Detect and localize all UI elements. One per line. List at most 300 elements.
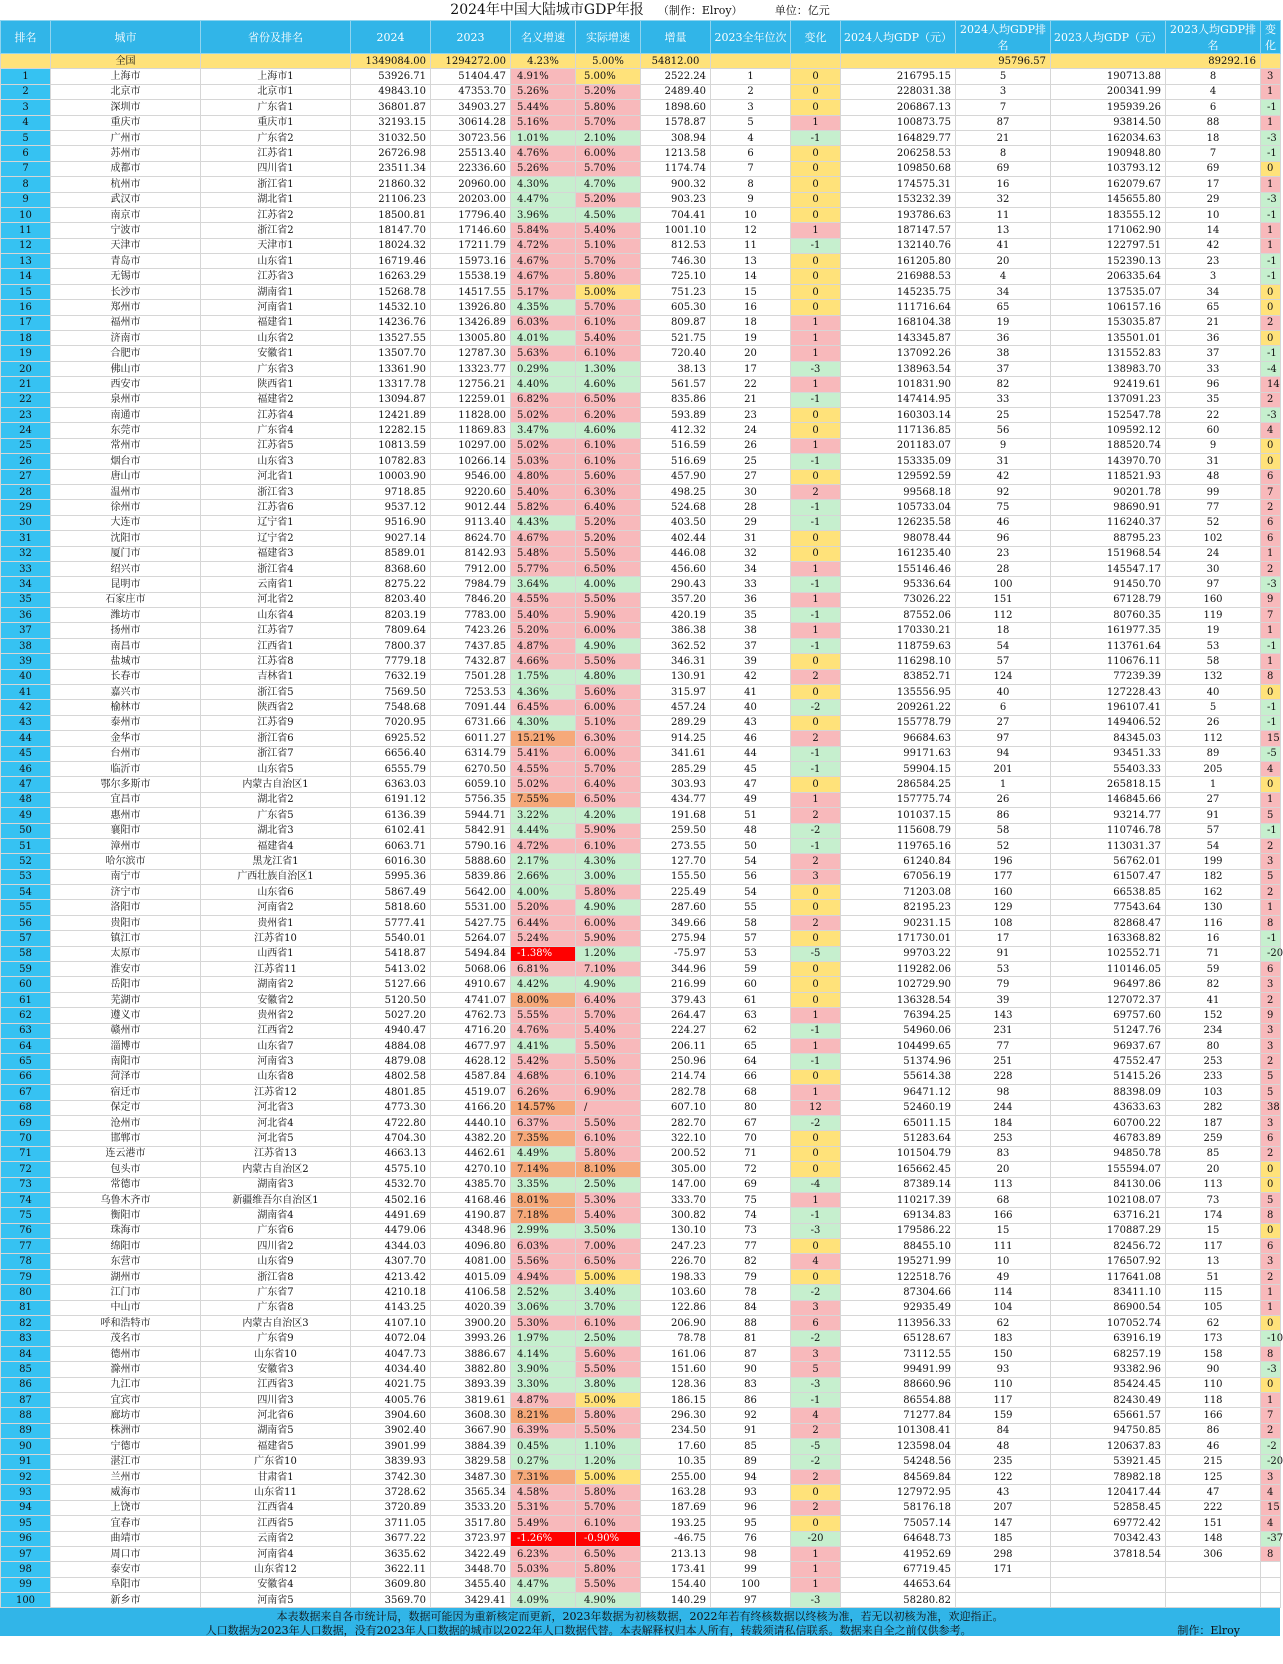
cell-gdp-2023: 7984.79 — [431, 577, 511, 592]
cell-increase: 720.40 — [641, 346, 711, 361]
cell-province-rank: 江苏省13 — [201, 1146, 351, 1161]
cell-gdp-2023: 7501.28 — [431, 669, 511, 684]
cell-per-capita-2023: 118521.93 — [1051, 469, 1166, 484]
cell-rank-change: -5 — [791, 946, 841, 961]
cell-city: 宁波市 — [51, 223, 201, 238]
cell-real-growth: 6.40% — [576, 500, 641, 515]
cell-per-capita-2024: 193786.63 — [841, 207, 956, 222]
cell-per-capita-rank-change: -10 — [1261, 1331, 1281, 1346]
cell-real-growth: 5.20% — [576, 531, 641, 546]
cell-increase: 315.97 — [641, 685, 711, 700]
cell-nominal-growth: 5.02% — [511, 407, 576, 422]
cell-increase: 704.41 — [641, 207, 711, 222]
cell-nominal-growth: 3.30% — [511, 1377, 576, 1392]
cell-per-capita-rank-change: 7 — [1261, 1408, 1281, 1423]
cell-rank-change: 0 — [791, 146, 841, 161]
cell-per-capita-rank-change: 1 — [1261, 1285, 1281, 1300]
cell-per-capita-rank-2024: 122 — [956, 1469, 1051, 1484]
cell-per-capita-rank-change: 0 — [1261, 1377, 1281, 1392]
cell-gdp-2023: 14517.55 — [431, 284, 511, 299]
cell-per-capita-2024: 170330.21 — [841, 623, 956, 638]
cell-increase: 809.87 — [641, 315, 711, 330]
cell-per-capita-2023: 110676.11 — [1051, 654, 1166, 669]
cell-rank: 1 — [1, 69, 51, 84]
col-header[interactable]: 2023 — [431, 21, 511, 54]
cell-increase: 521.75 — [641, 331, 711, 346]
cell-rank: 99 — [1, 1577, 51, 1592]
cell-rank-2023: 42 — [711, 669, 791, 684]
cell-per-capita-rank-2023: 65 — [1166, 300, 1261, 315]
cell-per-capita-2023: 161977.35 — [1051, 623, 1166, 638]
cell-gdp-2023: 47353.70 — [431, 84, 511, 99]
cell-per-capita-2023: 131552.83 — [1051, 346, 1166, 361]
cell-per-capita-rank-2024: 185 — [956, 1531, 1051, 1546]
cell-real-growth: 6.10% — [576, 438, 641, 453]
table-row — [1, 438, 1281, 453]
cell-city: 台州市 — [51, 746, 201, 761]
cell-per-capita-2024: 153232.39 — [841, 192, 956, 207]
cell-per-capita-rank-2023: 46 — [1166, 1439, 1261, 1454]
cell-per-capita-rank-2024: 16 — [956, 177, 1051, 192]
cell-per-capita-rank-change: -1 — [1261, 931, 1281, 946]
cell-rank: 32 — [1, 546, 51, 561]
cell-real-growth: 5.10% — [576, 238, 641, 253]
cell-gdp-2024: 5540.01 — [351, 931, 431, 946]
cell-province-rank: 浙江省8 — [201, 1269, 351, 1284]
cell-rank-2023: 15 — [711, 284, 791, 299]
cell-per-capita-2023: 190713.88 — [1051, 69, 1166, 84]
cell-real-growth: 5.60% — [576, 1346, 641, 1361]
cell-nominal-growth: 6.45% — [511, 700, 576, 715]
cell-gdp-2024: 4704.30 — [351, 1131, 431, 1146]
cell-province-rank: 广东省10 — [201, 1454, 351, 1469]
cell-rank-change: 0 — [791, 254, 841, 269]
cell-city: 石家庄市 — [51, 592, 201, 607]
col-header[interactable]: 增量 — [641, 21, 711, 54]
cell-rank-change: 0 — [791, 885, 841, 900]
cell-per-capita-rank-change: 8 — [1261, 1346, 1281, 1361]
cell-per-capita-rank-change: -4 — [1261, 361, 1281, 376]
cell-rank-2023: 83 — [711, 1377, 791, 1392]
cell-gdp-2023: 8142.93 — [431, 546, 511, 561]
cell-rank: 12 — [1, 238, 51, 253]
cell-rank: 76 — [1, 1223, 51, 1238]
cell-nominal-growth: 5.48% — [511, 546, 576, 561]
cell-rank-2023: 82 — [711, 1254, 791, 1269]
cell-real-growth: 5.80% — [576, 269, 641, 284]
cell-per-capita-2024: 147414.95 — [841, 392, 956, 407]
cell-rank: 77 — [1, 1239, 51, 1254]
cell-increase: 206.90 — [641, 1316, 711, 1331]
cell-gdp-2023: 4020.39 — [431, 1300, 511, 1315]
cell-province-rank: 浙江省3 — [201, 484, 351, 499]
cell-per-capita-rank-2024: 20 — [956, 254, 1051, 269]
cell-per-capita-rank-2024: 231 — [956, 1023, 1051, 1038]
cell-per-capita-2024: 165662.45 — [841, 1162, 956, 1177]
cell-city: 宜宾市 — [51, 1392, 201, 1407]
cell-nominal-growth: 5.20% — [511, 623, 576, 638]
cell-province-rank: 山东省1 — [201, 254, 351, 269]
cell-rank-change: 2 — [791, 915, 841, 930]
cell-increase: 1578.87 — [641, 115, 711, 130]
cell-rank-2023: 38 — [711, 623, 791, 638]
cell-per-capita-2024: 83852.71 — [841, 669, 956, 684]
cell-rank-change: -2 — [791, 1454, 841, 1469]
cell-per-capita-2024: 153335.09 — [841, 454, 956, 469]
cell-rank-change: 0 — [791, 1131, 841, 1146]
cell-rank: 10 — [1, 207, 51, 222]
cell-rank-2023: 43 — [711, 715, 791, 730]
cell-nominal-growth: 3.06% — [511, 1300, 576, 1315]
cell-per-capita-rank-2024: 129 — [956, 900, 1051, 915]
cell-gdp-2024: 8589.01 — [351, 546, 431, 561]
cell-rank: 79 — [1, 1269, 51, 1284]
cell-nominal-growth: 4.80% — [511, 469, 576, 484]
cell-rank-2023: 91 — [711, 1423, 791, 1438]
table-row — [1, 392, 1281, 407]
cell-per-capita-rank-2023: 73 — [1166, 1192, 1261, 1207]
cell-gdp-2024: 5127.66 — [351, 977, 431, 992]
cell-per-capita-rank-2023: 6 — [1166, 100, 1261, 115]
cell-city: 南通市 — [51, 407, 201, 422]
total-pc2024: 95796.57 — [841, 54, 1051, 69]
cell-rank-2023: 4 — [711, 130, 791, 145]
cell-rank-2023: 33 — [711, 577, 791, 592]
cell-gdp-2023: 4385.70 — [431, 1177, 511, 1192]
cell-rank-2023: 14 — [711, 269, 791, 284]
col-header[interactable]: 名义增速 — [511, 21, 576, 54]
cell-per-capita-2024: 84569.84 — [841, 1469, 956, 1484]
cell-gdp-2023: 22336.60 — [431, 161, 511, 176]
col-header[interactable]: 城市 — [51, 21, 201, 54]
cell-nominal-growth: 1.97% — [511, 1331, 576, 1346]
cell-rank-2023: 39 — [711, 654, 791, 669]
cell-nominal-growth: 6.26% — [511, 1085, 576, 1100]
cell-per-capita-2024: 65011.15 — [841, 1115, 956, 1130]
cell-per-capita-rank-2024: 117 — [956, 1392, 1051, 1407]
cell-rank: 90 — [1, 1439, 51, 1454]
cell-city: 菏泽市 — [51, 1069, 201, 1084]
cell-city: 保定市 — [51, 1100, 201, 1115]
cell-increase: 593.89 — [641, 407, 711, 422]
cell-rank: 3 — [1, 100, 51, 115]
cell-per-capita-rank-2024: 53 — [956, 962, 1051, 977]
col-header[interactable]: 实际增速 — [576, 21, 641, 54]
cell-per-capita-rank-2023: 4 — [1166, 84, 1261, 99]
cell-rank-change: 0 — [791, 1069, 841, 1084]
cell-real-growth: 1.10% — [576, 1439, 641, 1454]
cell-increase: 287.60 — [641, 900, 711, 915]
table-row — [1, 838, 1281, 853]
cell-per-capita-rank-change: 1 — [1261, 84, 1281, 99]
cell-real-growth: 6.10% — [576, 454, 641, 469]
col-header[interactable]: 变化 — [1261, 21, 1281, 54]
cell-city: 兰州市 — [51, 1469, 201, 1484]
cell-province-rank: 辽宁省1 — [201, 515, 351, 530]
cell-province-rank: 安徽省3 — [201, 1362, 351, 1377]
cell-gdp-2023: 3429.41 — [431, 1593, 511, 1608]
col-header[interactable]: 2023全年位次 — [711, 21, 791, 54]
cell-gdp-2024: 9027.14 — [351, 531, 431, 546]
cell-gdp-2024: 13507.70 — [351, 346, 431, 361]
cell-rank-change: 2 — [791, 1469, 841, 1484]
cell-city: 九江市 — [51, 1377, 201, 1392]
cell-per-capita-2023: 107052.74 — [1051, 1316, 1166, 1331]
cell-increase: 161.06 — [641, 1346, 711, 1361]
cell-real-growth: 5.80% — [576, 1146, 641, 1161]
cell-rank-change: 1 — [791, 792, 841, 807]
col-header[interactable]: 排名 — [1, 21, 51, 54]
cell-rank-2023: 100 — [711, 1577, 791, 1592]
cell-per-capita-rank-2023: 187 — [1166, 1115, 1261, 1130]
cell-per-capita-rank-2023: 88 — [1166, 115, 1261, 130]
cell-nominal-growth: 7.18% — [511, 1208, 576, 1223]
table-row — [1, 331, 1281, 346]
cell-gdp-2023: 4096.80 — [431, 1239, 511, 1254]
cell-rank-2023: 94 — [711, 1469, 791, 1484]
cell-per-capita-2023: 53921.45 — [1051, 1454, 1166, 1469]
col-header[interactable]: 2024人均GDP（元） — [841, 21, 956, 54]
cell-gdp-2024: 18500.81 — [351, 207, 431, 222]
cell-per-capita-2023: 90201.78 — [1051, 484, 1166, 499]
table-row — [1, 1131, 1281, 1146]
cell-city: 湛江市 — [51, 1454, 201, 1469]
cell-rank-2023: 27 — [711, 469, 791, 484]
cell-per-capita-2024: 216988.53 — [841, 269, 956, 284]
cell-province-rank: 内蒙古自治区3 — [201, 1316, 351, 1331]
cell-rank-2023: 78 — [711, 1285, 791, 1300]
cell-per-capita-rank-2023: 110 — [1166, 1377, 1261, 1392]
table-row — [1, 1177, 1281, 1192]
cell-nominal-growth: 4.76% — [511, 146, 576, 161]
cell-per-capita-2024: 96684.63 — [841, 731, 956, 746]
cell-real-growth: 5.90% — [576, 608, 641, 623]
cell-province-rank: 山东省8 — [201, 1069, 351, 1084]
cell-province-rank: 安徽省1 — [201, 346, 351, 361]
cell-increase: 214.74 — [641, 1069, 711, 1084]
cell-city: 江门市 — [51, 1285, 201, 1300]
cell-province-rank: 浙江省4 — [201, 561, 351, 576]
cell-per-capita-rank-change: 1 — [1261, 223, 1281, 238]
cell-rank-change: -1 — [791, 1054, 841, 1069]
table-row — [1, 500, 1281, 515]
cell-province-rank: 福建省4 — [201, 838, 351, 853]
cell-per-capita-2023: 69757.60 — [1051, 1008, 1166, 1023]
cell-per-capita-rank-2023: 182 — [1166, 869, 1261, 884]
cell-per-capita-rank-2023: 42 — [1166, 238, 1261, 253]
cell-per-capita-2024: 132140.76 — [841, 238, 956, 253]
cell-province-rank: 河北省5 — [201, 1131, 351, 1146]
cell-per-capita-rank-2023: 58 — [1166, 654, 1261, 669]
col-header[interactable]: 2024 — [351, 21, 431, 54]
cell-gdp-2024: 7800.37 — [351, 638, 431, 653]
cell-rank: 70 — [1, 1131, 51, 1146]
cell-rank: 93 — [1, 1485, 51, 1500]
cell-rank-change: 1 — [791, 1008, 841, 1023]
cell-rank-2023: 22 — [711, 377, 791, 392]
cell-increase: 225.49 — [641, 885, 711, 900]
cell-rank-2023: 58 — [711, 915, 791, 930]
cell-increase: 386.38 — [641, 623, 711, 638]
cell-real-growth: 3.80% — [576, 1377, 641, 1392]
cell-nominal-growth: 4.58% — [511, 1485, 576, 1500]
cell-city: 温州市 — [51, 484, 201, 499]
cell-province-rank: 甘肃省1 — [201, 1469, 351, 1484]
cell-real-growth: 6.50% — [576, 392, 641, 407]
cell-province-rank: 山东省5 — [201, 761, 351, 776]
cell-province-rank: 江西省2 — [201, 1023, 351, 1038]
cell-per-capita-rank-change: -3 — [1261, 577, 1281, 592]
cell-per-capita-rank-2024: 52 — [956, 838, 1051, 853]
cell-per-capita-rank-2023: 151 — [1166, 1516, 1261, 1531]
cell-province-rank: 云南省2 — [201, 1531, 351, 1546]
cell-gdp-2024: 4940.47 — [351, 1023, 431, 1038]
cell-per-capita-2024: 55614.38 — [841, 1069, 956, 1084]
cell-per-capita-rank-2024: 17 — [956, 931, 1051, 946]
cell-rank-2023: 37 — [711, 638, 791, 653]
cell-rank: 49 — [1, 808, 51, 823]
cell-per-capita-2024: 119282.06 — [841, 962, 956, 977]
cell-per-capita-2024: 99568.18 — [841, 484, 956, 499]
cell-per-capita-rank-change: 5 — [1261, 1192, 1281, 1207]
cell-rank-change: 1 — [791, 438, 841, 453]
cell-rank: 96 — [1, 1531, 51, 1546]
cell-increase: 446.08 — [641, 546, 711, 561]
cell-gdp-2023: 7423.26 — [431, 623, 511, 638]
cell-per-capita-rank-2023 — [1166, 1593, 1261, 1608]
cell-per-capita-2023: 93214.77 — [1051, 808, 1166, 823]
col-header[interactable]: 2023人均GDP排名 — [1166, 21, 1261, 54]
cell-gdp-2023: 6314.79 — [431, 746, 511, 761]
table-row — [1, 1008, 1281, 1023]
cell-rank: 91 — [1, 1454, 51, 1469]
cell-gdp-2023: 8624.70 — [431, 531, 511, 546]
cell-rank-change: 3 — [791, 1346, 841, 1361]
cell-rank: 54 — [1, 885, 51, 900]
cell-city: 上饶市 — [51, 1500, 201, 1515]
cell-per-capita-rank-2023: 253 — [1166, 1054, 1261, 1069]
cell-gdp-2023: 17211.79 — [431, 238, 511, 253]
cell-gdp-2024: 3720.89 — [351, 1500, 431, 1515]
cell-per-capita-rank-2024: 159 — [956, 1408, 1051, 1423]
total-gdp2023: 1294272.00 — [431, 54, 511, 69]
cell-per-capita-rank-2024: 10 — [956, 1254, 1051, 1269]
cell-increase: 285.29 — [641, 761, 711, 776]
cell-nominal-growth: 4.94% — [511, 1269, 576, 1284]
cell-per-capita-rank-2023: 99 — [1166, 484, 1261, 499]
cell-per-capita-rank-2023 — [1166, 1562, 1261, 1577]
cell-real-growth: 6.40% — [576, 777, 641, 792]
header-row — [1, 21, 1281, 54]
col-header[interactable]: 2023人均GDP（元） — [1051, 21, 1166, 54]
cell-per-capita-2024: 101504.79 — [841, 1146, 956, 1161]
table-row — [1, 546, 1281, 561]
cell-gdp-2023: 13005.80 — [431, 331, 511, 346]
cell-increase: 725.10 — [641, 269, 711, 284]
cell-increase: 122.86 — [641, 1300, 711, 1315]
cell-per-capita-2023: 171062.90 — [1051, 223, 1166, 238]
cell-real-growth: 2.10% — [576, 130, 641, 145]
cell-gdp-2024: 8203.40 — [351, 592, 431, 607]
cell-per-capita-rank-2023: 116 — [1166, 915, 1261, 930]
cell-per-capita-rank-change: 6 — [1261, 1131, 1281, 1146]
cell-rank-2023: 11 — [711, 238, 791, 253]
cell-per-capita-2024: 161235.40 — [841, 546, 956, 561]
cell-per-capita-rank-2023: 26 — [1166, 715, 1261, 730]
cell-per-capita-2024: 87304.66 — [841, 1285, 956, 1300]
cell-per-capita-rank-2024: 79 — [956, 977, 1051, 992]
cell-per-capita-rank-change: -1 — [1261, 715, 1281, 730]
cell-nominal-growth: 5.16% — [511, 115, 576, 130]
table-row — [1, 423, 1281, 438]
cell-rank: 45 — [1, 746, 51, 761]
cell-nominal-growth: 6.82% — [511, 392, 576, 407]
cell-province-rank: 湖南省2 — [201, 977, 351, 992]
cell-per-capita-rank-2024: 100 — [956, 577, 1051, 592]
cell-gdp-2023: 7912.00 — [431, 561, 511, 576]
table-row — [1, 100, 1281, 115]
cell-per-capita-rank-2023: 18 — [1166, 130, 1261, 145]
cell-rank: 23 — [1, 407, 51, 422]
cell-per-capita-2023: 47552.47 — [1051, 1054, 1166, 1069]
cell-per-capita-2023: 96937.67 — [1051, 1039, 1166, 1054]
cell-increase: 163.28 — [641, 1485, 711, 1500]
cell-gdp-2024: 6363.03 — [351, 777, 431, 792]
table-row — [1, 1500, 1281, 1515]
cell-rank: 55 — [1, 900, 51, 915]
cell-rank-change: 1 — [791, 346, 841, 361]
cell-rank-change: 4 — [791, 1254, 841, 1269]
cell-gdp-2024: 4491.69 — [351, 1208, 431, 1223]
cell-rank-change: 1 — [791, 1546, 841, 1561]
cell-nominal-growth: 6.03% — [511, 1239, 576, 1254]
cell-real-growth: 3.70% — [576, 1300, 641, 1315]
cell-per-capita-rank-2024: 77 — [956, 1039, 1051, 1054]
cell-per-capita-rank-2023: 102 — [1166, 531, 1261, 546]
cell-gdp-2023: 51404.47 — [431, 69, 511, 84]
cell-rank-change: -5 — [791, 1439, 841, 1454]
cell-per-capita-2023: 92419.61 — [1051, 377, 1166, 392]
cell-city: 镇江市 — [51, 931, 201, 946]
cell-city: 廊坊市 — [51, 1408, 201, 1423]
cell-nominal-growth: 7.31% — [511, 1469, 576, 1484]
cell-per-capita-rank-2023: 41 — [1166, 992, 1261, 1007]
cell-per-capita-2024: 216795.15 — [841, 69, 956, 84]
cell-nominal-growth: 4.00% — [511, 885, 576, 900]
cell-per-capita-2023: 145655.80 — [1051, 192, 1166, 207]
cell-real-growth: 5.80% — [576, 885, 641, 900]
cell-per-capita-2023: 88398.09 — [1051, 1085, 1166, 1100]
col-header[interactable]: 2024人均GDP排名 — [956, 21, 1051, 54]
cell-gdp-2024: 3609.80 — [351, 1577, 431, 1592]
cell-rank-change: 0 — [791, 84, 841, 99]
cell-gdp-2024: 4773.30 — [351, 1100, 431, 1115]
cell-nominal-growth: 5.40% — [511, 484, 576, 499]
col-header[interactable]: 变化 — [791, 21, 841, 54]
cell-nominal-growth: -1.26% — [511, 1531, 576, 1546]
cell-gdp-2023: 3422.49 — [431, 1546, 511, 1561]
unit-note: 单位：亿元 — [774, 4, 830, 17]
cell-province-rank: 河北省4 — [201, 1115, 351, 1130]
cell-gdp-2023: 5494.84 — [431, 946, 511, 961]
cell-per-capita-rank-change: 9 — [1261, 592, 1281, 607]
cell-gdp-2024: 31032.50 — [351, 130, 431, 145]
cell-per-capita-rank-2023: 160 — [1166, 592, 1261, 607]
cell-per-capita-rank-change: 3 — [1261, 1469, 1281, 1484]
cell-rank-change: 0 — [791, 161, 841, 176]
cell-rank-change: -3 — [791, 1377, 841, 1392]
col-header[interactable]: 省份及排名 — [201, 21, 351, 54]
